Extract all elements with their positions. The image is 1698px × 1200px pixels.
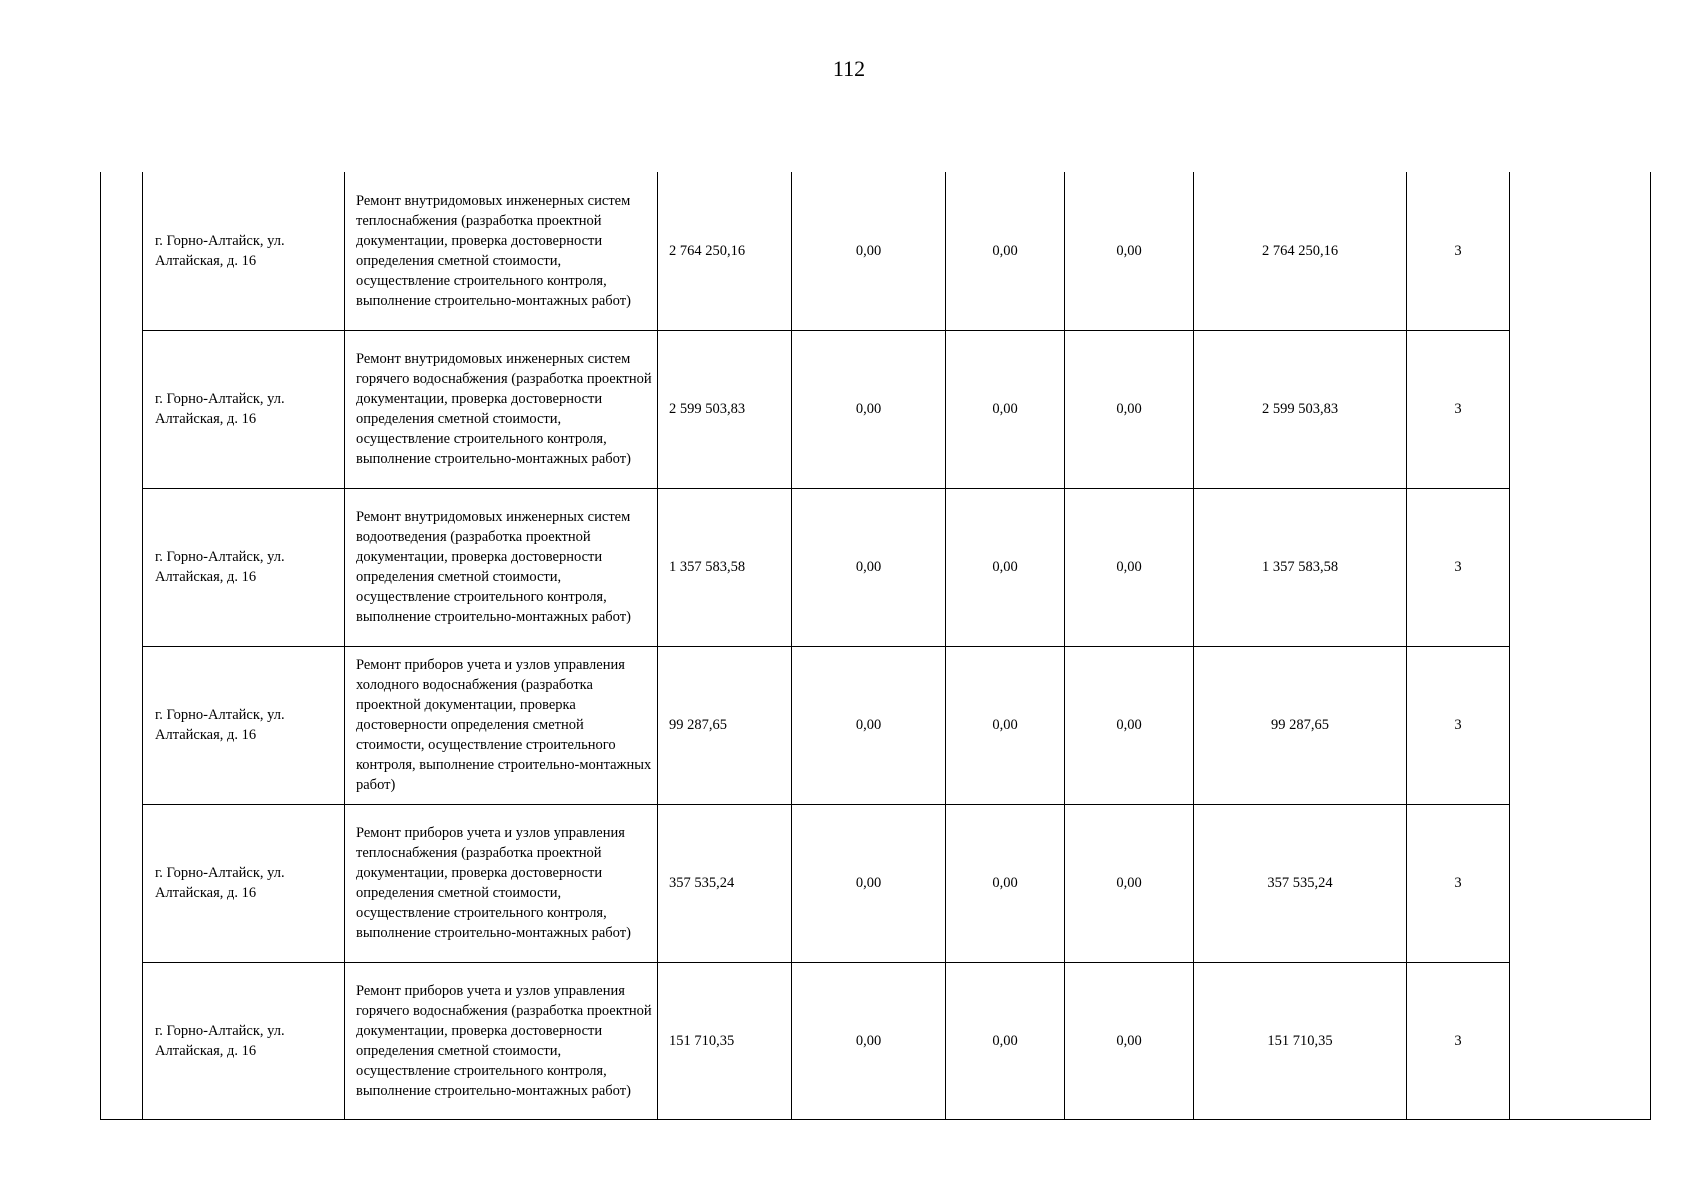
sum-cell: 2 599 503,83 — [1261, 401, 1339, 417]
term-cell: 3 — [1454, 559, 1462, 575]
sum-cell: 151 710,35 — [1267, 1033, 1333, 1049]
work-description-cell: Ремонт приборов учета и узлов управления холодного водоснабжения (разработка проектной документации, проверка достоверности определения сметной стоимости, осуществление строительного контроля, выполнение строительно-монтажных работ) — [356, 657, 652, 793]
address-cell: г. Горно-Алтайск, ул. Алтайская, д. 16 — [155, 1023, 285, 1059]
amount-cell: 0,00 — [855, 243, 882, 259]
work-description-cell: Ремонт внутридомовых инженерных систем водоотведения (разработка проектной документации, проверка достоверности определения сметной стоимости, осуществление строительного контроля, выполнение строительно-монтажных работ) — [356, 509, 631, 625]
total-cost-cell: 2 599 503,83 — [669, 401, 746, 417]
term-cell: 3 — [1454, 401, 1462, 417]
table-row — [100, 962, 1651, 1120]
amount-cell: 0,00 — [1116, 717, 1142, 733]
amount-cell: 0,00 — [1116, 401, 1142, 417]
table-row — [100, 804, 1651, 962]
amount-cell: 0,00 — [1116, 559, 1142, 575]
work-description-cell: Ремонт приборов учета и узлов управления горячего водоснабжения (разработка проектной документации, проверка достоверности определения сметной стоимости, осуществление строительного контроля, выполнение строительно-монтажных работ) — [356, 983, 652, 1099]
total-cost-cell: 1 357 583,58 — [669, 559, 746, 575]
table-row — [100, 646, 1651, 804]
amount-cell: 0,00 — [1116, 243, 1142, 259]
address-cell: г. Горно-Алтайск, ул. Алтайская, д. 16 — [155, 707, 285, 743]
address-cell: г. Горно-Алтайск, ул. Алтайская, д. 16 — [155, 391, 285, 427]
term-cell: 3 — [1454, 1033, 1462, 1049]
total-cost-cell: 99 287,65 — [669, 717, 727, 733]
term-cell: 3 — [1454, 243, 1462, 259]
table-row — [100, 488, 1651, 646]
table-row — [100, 330, 1651, 488]
amount-cell: 0,00 — [992, 559, 1018, 575]
page-number: 112 — [832, 56, 866, 81]
sum-cell: 99 287,65 — [1271, 717, 1329, 733]
amount-cell: 0,00 — [1116, 875, 1142, 891]
work-description-cell: Ремонт внутридомовых инженерных систем теплоснабжения (разработка проектной документации, проверка достоверности определения сметной стоимости, осуществление строительного контроля, выполнение строительно-монтажных работ) — [356, 193, 631, 309]
address-cell: г. Горно-Алтайск, ул. Алтайская, д. 16 — [155, 549, 285, 585]
amount-cell: 0,00 — [992, 243, 1018, 259]
work-description-cell: Ремонт внутридомовых инженерных систем горячего водоснабжения (разработка проектной документации, проверка достоверности определения сметной стоимости, осуществление строительного контроля, выполнение строительно-монтажных работ) — [356, 351, 652, 467]
amount-cell: 0,00 — [855, 1033, 882, 1049]
amount-cell: 0,00 — [855, 875, 882, 891]
sum-cell: 357 535,24 — [1267, 875, 1333, 891]
sum-cell: 1 357 583,58 — [1261, 559, 1339, 575]
work-description-cell: Ремонт приборов учета и узлов управления теплоснабжения (разработка проектной документации, проверка достоверности определения сметной стоимости, осуществление строительного контроля, выполнение строительно-монтажных работ) — [356, 825, 631, 941]
amount-cell: 0,00 — [992, 717, 1018, 733]
table-row — [100, 172, 1651, 330]
sum-cell: 2 764 250,16 — [1261, 243, 1339, 259]
amount-cell: 0,00 — [855, 559, 882, 575]
total-cost-cell: 357 535,24 — [669, 875, 735, 891]
total-cost-cell: 151 710,35 — [669, 1033, 735, 1049]
amount-cell: 0,00 — [992, 1033, 1018, 1049]
amount-cell: 0,00 — [1116, 1033, 1142, 1049]
amount-cell: 0,00 — [992, 875, 1018, 891]
address-cell: г. Горно-Алтайск, ул. Алтайская, д. 16 — [155, 865, 285, 901]
total-cost-cell: 2 764 250,16 — [669, 243, 746, 259]
amount-cell: 0,00 — [992, 401, 1018, 417]
amount-cell: 0,00 — [855, 717, 882, 733]
address-cell: г. Горно-Алтайск, ул. Алтайская, д. 16 — [155, 233, 285, 269]
amount-cell: 0,00 — [855, 401, 882, 417]
term-cell: 3 — [1454, 875, 1462, 891]
term-cell: 3 — [1454, 717, 1462, 733]
works-table — [100, 172, 1651, 1120]
